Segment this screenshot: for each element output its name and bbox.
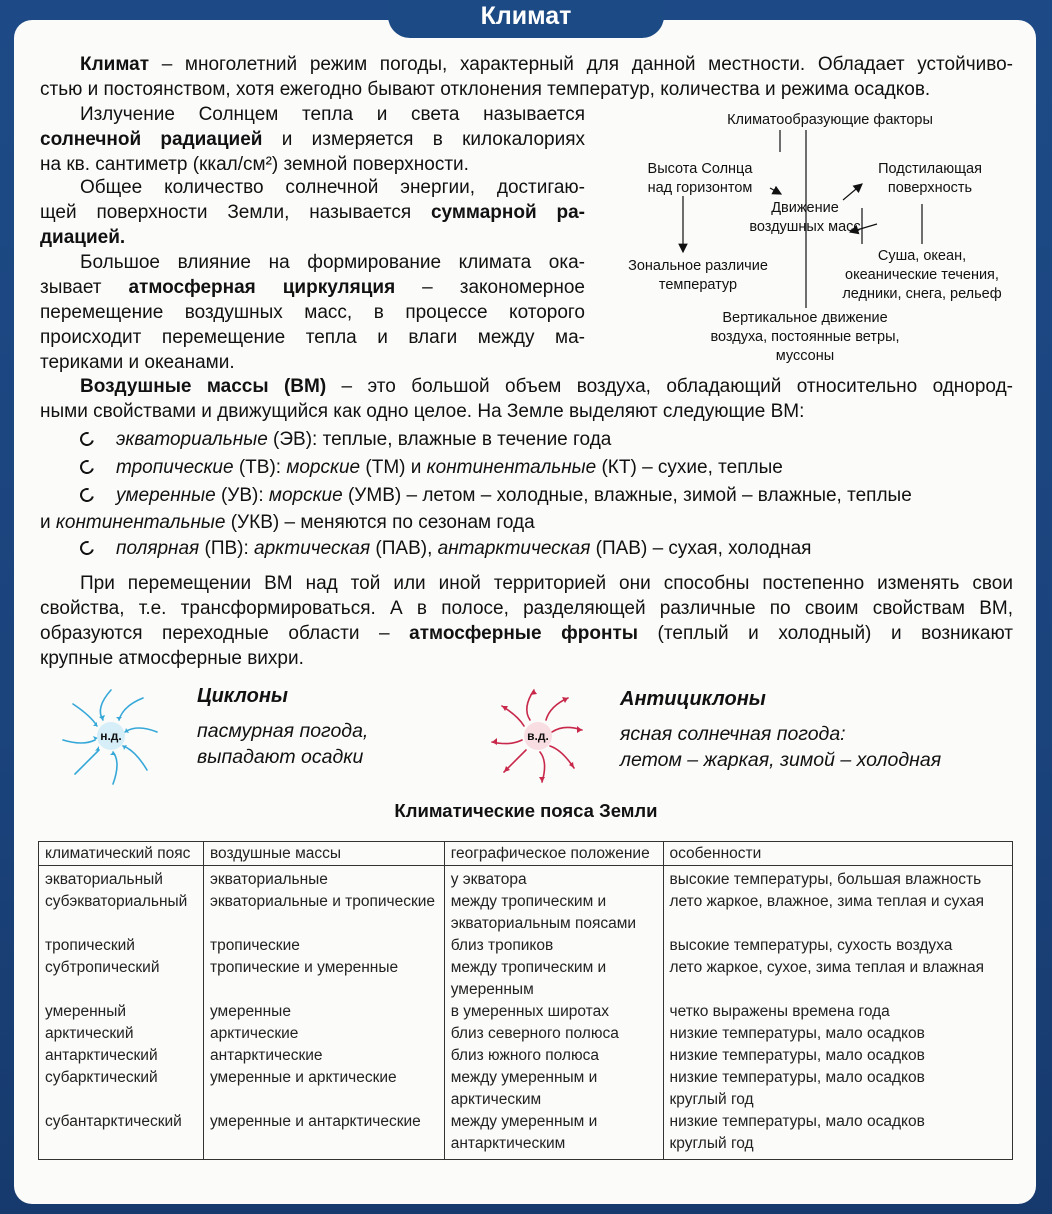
bullet-temperate-text1: (УВ):: [215, 485, 269, 506]
circulation-term: атмосферная циркуляция: [128, 277, 396, 298]
table-cell-line: тропический: [45, 937, 135, 954]
table-cell-line: высокие температуры, большая влажность: [669, 871, 982, 888]
belts-header-cell: воздушные массы: [203, 842, 444, 866]
bullet-tropical-text1: (ТВ):: [233, 457, 287, 478]
bullet-tropical-term: тропические: [116, 457, 234, 478]
table-row: [39, 1023, 1013, 1045]
table-cell: [39, 866, 204, 892]
total-line1: Общее количество солнечной энергии, достигаю-: [80, 177, 585, 198]
circulation-line2-rest: – закономерное: [395, 277, 585, 298]
table-cell-line: лето жаркое, сухое, зима теплая и влажная: [669, 959, 984, 976]
table-cell-line: тропические: [209, 937, 300, 954]
table-cell-line: антарктический: [45, 1047, 158, 1064]
table-cell: [203, 1001, 444, 1023]
diagram-vertical-line1: Вертикальное движение: [722, 310, 888, 326]
circulation-line2-text: зывает: [40, 277, 129, 298]
diagram-air-line2: воздушных масс: [749, 219, 861, 235]
diagram-land: [822, 247, 1022, 304]
fronts-term: атмосферные фронты: [409, 623, 638, 644]
table-cell: [663, 1045, 1012, 1067]
cyclone-title: Циклоны: [197, 685, 288, 707]
table-cell-line: экваториальным поясами: [450, 915, 637, 932]
bullet-polar-text3: (ПАВ) – сухая, холодная: [590, 538, 812, 559]
diagram-land-line3: ледники, снега, рельеф: [842, 286, 1002, 302]
table-cell-line: близ тропиков: [450, 937, 554, 954]
table-cell-line: между умеренным и: [450, 1069, 598, 1086]
diagram-surface-line2: поверхность: [887, 180, 973, 196]
table-cell-line: субантарктический: [45, 1113, 182, 1130]
diagram-vertical-line3: муссоны: [775, 348, 835, 364]
total-term-a: суммарной ра-: [430, 202, 585, 223]
bullet-icon: [77, 457, 96, 476]
diagram-zonal-line2: температур: [658, 277, 738, 293]
anticyclone-title: Антициклоны: [620, 688, 766, 710]
table-cell: [39, 1111, 204, 1160]
bullet-temperate-marine: морские: [268, 485, 343, 506]
diagram-title: Климатообразующие факторы: [727, 112, 933, 128]
table-cell: [444, 1045, 663, 1067]
bullet-tropical-text3: (КТ) – сухие, теплые: [596, 457, 783, 478]
table-cell-line: близ северного полюса: [450, 1025, 619, 1042]
table-cell-line: круглый год: [669, 1135, 754, 1152]
cyclone-icon: [55, 680, 167, 792]
bullet-polar-arctic: арктическая: [254, 538, 371, 559]
circulation-line1: Большое влияние на формирование климата ока-: [80, 252, 585, 273]
bullet-temperate-text2: (УМВ) – летом – холодные, влажные, зимой – влажные, теплые: [342, 485, 912, 506]
table-row: [39, 891, 1013, 935]
table-row: [39, 1045, 1013, 1067]
table-cell-line: экваториальный: [45, 871, 163, 888]
table-cell: [203, 891, 444, 935]
table-row: [39, 1001, 1013, 1023]
table-cell: [203, 1111, 444, 1160]
table-cell: [203, 1067, 444, 1111]
bullet-temperate-term: умеренные: [116, 485, 216, 506]
fronts-line2: свойства, т.е. трансформироваться. А в полосе, разделяющей различные по своим свойствам ВМ,: [40, 598, 1013, 619]
table-cell: [39, 1001, 204, 1023]
table-cell-line: экваториальные: [209, 871, 328, 888]
table-cell-line: антарктическим: [450, 1135, 566, 1152]
table-cell-line: умеренным: [450, 981, 534, 998]
table-cell-line: субэкваториальный: [45, 893, 188, 910]
table-cell-line: умеренные и антарктические: [209, 1113, 421, 1130]
table-cell: [663, 1023, 1012, 1045]
anticyclone-label: в.д.: [527, 729, 549, 743]
table-cell-line: умеренные: [209, 1003, 291, 1020]
bullet-equatorial: [80, 427, 611, 452]
diagram-vertical-line2: воздуха, постоянные ветры,: [710, 329, 900, 345]
table-cell: [203, 1045, 444, 1067]
belts-header-row: [39, 842, 1013, 866]
bullet-temperate: [80, 483, 912, 508]
total-line2-text: щей поверхности Земли, называется: [40, 202, 431, 223]
table-cell-line: между тропическим и: [450, 893, 607, 910]
total-term-b: диацией.: [40, 227, 126, 248]
table-cell: [663, 1067, 1012, 1111]
fronts-line1: При перемещении ВМ над той или иной территорией они способны постепенно изменять свои: [80, 573, 1013, 594]
table-cell-line: круглый год: [669, 1091, 754, 1108]
table-cell-line: четко выражены времена года: [669, 1003, 890, 1020]
diagram-vertical: [680, 309, 930, 366]
bullet-icon: [77, 538, 96, 557]
table-cell: [663, 935, 1012, 957]
diagram-sun-line2: над горизонтом: [647, 180, 753, 196]
bullet-temperate-l2-b: (УКВ) – меняются по сезонам года: [225, 512, 535, 533]
table-cell-line: высокие температуры, сухость воздуха: [669, 937, 953, 954]
table-cell-line: антарктические: [209, 1047, 323, 1064]
table-row: [39, 1111, 1013, 1160]
table-cell-line: субарктический: [45, 1069, 158, 1086]
bullet-tropical-continental: континентальные: [426, 457, 597, 478]
belts-title: Климатические пояса Земли: [394, 800, 658, 821]
bullet-temperate-continental: континентальные: [55, 512, 226, 533]
fronts-line3-rest: (теплый и холодный) и возникают: [638, 623, 1013, 644]
bullet-tropical-text2: (ТМ) и: [360, 457, 427, 478]
bullet-polar: [80, 536, 811, 561]
table-cell: [203, 935, 444, 957]
bullet-equatorial-term: экваториальные: [116, 429, 268, 450]
table-cell: [39, 957, 204, 1001]
table-cell-line: тропические и умеренные: [209, 959, 399, 976]
table-cell: [663, 891, 1012, 935]
diagram-air-movement: [725, 199, 885, 237]
belts-header-cell: географическое положение: [444, 842, 663, 866]
table-cell: [444, 891, 663, 935]
diagram-land-line2: океанические течения,: [845, 267, 999, 283]
table-cell-line: умеренный: [45, 1003, 127, 1020]
radiation-term: солнечной радиацией: [40, 129, 263, 150]
air-masses-line2: ными свойствами и движущийся как одно целое. На Земле выделяют следующие ВМ:: [40, 401, 805, 422]
diagram-zonal-line1: Зональное различие: [628, 258, 768, 274]
bullet-polar-term: полярная: [116, 538, 200, 559]
radiation-line2-rest: и измеряется в килокалориях: [262, 129, 586, 150]
air-masses-term: Воздушные массы (ВМ): [80, 376, 327, 397]
bullet-polar-antarctic: антарктическая: [437, 538, 591, 559]
table-cell-line: лето жаркое, влажное, зима теплая и сухая: [669, 893, 984, 910]
diagram-surface-line1: Подстилающая: [878, 161, 982, 177]
table-cell: [39, 1067, 204, 1111]
table-cell: [39, 935, 204, 957]
circulation-line3: перемещение воздушных масс, в процессе которого: [40, 302, 585, 323]
table-cell-line: близ южного полюса: [450, 1047, 599, 1064]
circulation-line4: происходит перемещение тепла и влаги между ма-: [40, 327, 585, 348]
table-cell: [203, 957, 444, 1001]
table-cell: [444, 1001, 663, 1023]
table-row: [39, 866, 1013, 892]
diagram-land-line1: Суша, океан,: [877, 248, 967, 264]
anticyclone-line2: летом – жаркая, зимой – холодная: [620, 749, 942, 771]
anticyclone-icon: [482, 680, 594, 792]
diagram-air-line1: Движение: [771, 200, 839, 216]
table-cell: [444, 1067, 663, 1111]
air-masses-line1: [80, 374, 1013, 399]
table-cell-line: низкие температуры, мало осадков: [669, 1113, 925, 1130]
cyclone-line2: выпадают осадки: [197, 746, 364, 768]
table-cell-line: низкие температуры, мало осадков: [669, 1025, 925, 1042]
bullet-temperate-l2-a: и: [40, 512, 56, 533]
table-cell: [39, 1023, 204, 1045]
table-cell-line: умеренные и арктические: [209, 1069, 397, 1086]
table-cell: [39, 1045, 204, 1067]
cyclone-line1: пасмурная погода,: [197, 720, 369, 742]
table-cell: [444, 866, 663, 892]
table-cell-line: арктическим: [450, 1091, 542, 1108]
table-cell-line: между тропическим и: [450, 959, 607, 976]
bullet-tropical: [80, 455, 783, 480]
bullet-equatorial-text: (ЭВ): теплые, влажные в течение года: [267, 429, 612, 450]
diagram-zonal: [612, 257, 784, 295]
bullet-tropical-marine: морские: [286, 457, 361, 478]
table-row: [39, 935, 1013, 957]
table-cell-line: арктический: [45, 1025, 134, 1042]
table-cell-line: низкие температуры, мало осадков: [669, 1047, 925, 1064]
table-cell: [203, 1023, 444, 1045]
table-cell: [203, 866, 444, 892]
table-row: [39, 957, 1013, 1001]
cyclone-label: н.д.: [100, 729, 122, 743]
table-cell-line: у экватора: [450, 871, 527, 888]
page-title: Климат: [388, 0, 664, 38]
fronts-line4: крупные атмосферные вихри.: [40, 648, 304, 669]
bullet-icon: [77, 429, 96, 448]
intro-line1: – многолетний режим погоды, характерный для данной местности. Обладает устойчиво-: [149, 54, 1013, 75]
table-cell: [663, 866, 1012, 892]
table-cell-line: арктические: [209, 1025, 299, 1042]
table-cell-line: экваториальные и тропические: [209, 893, 436, 910]
radiation-line1: Излучение Солнцем тепла и света называется: [80, 104, 585, 125]
fronts-line3-text: образуются переходные области –: [40, 623, 410, 644]
table-cell: [444, 1111, 663, 1160]
belts-header-cell: климатический пояс: [39, 842, 204, 866]
table-cell: [444, 957, 663, 1001]
table-cell-line: в умеренных широтах: [450, 1003, 609, 1020]
table-cell-line: низкие температуры, мало осадков: [669, 1069, 925, 1086]
belts-table: [38, 841, 1013, 1160]
table-cell: [663, 1001, 1012, 1023]
intro-term: Климат: [80, 54, 150, 75]
air-masses-line1-rest: – это большой объем воздуха, обладающий относительно однород-: [326, 376, 1013, 397]
circulation-line5: териками и океанами.: [40, 352, 235, 373]
table-cell-line: субтропический: [45, 959, 160, 976]
table-cell: [39, 891, 204, 935]
table-cell: [444, 1023, 663, 1045]
radiation-line3: на кв. сантиметр (ккал/см²) земной поверхности.: [40, 154, 469, 175]
bullet-polar-text1: (ПВ):: [199, 538, 255, 559]
bullet-icon: [77, 485, 96, 504]
anticyclone-line1: ясная солнечная погода:: [620, 723, 846, 745]
belts-header-cell: особенности: [663, 842, 1012, 866]
fronts-line3: [40, 621, 1013, 646]
bullet-polar-text2: (ПАВ),: [370, 538, 438, 559]
diagram-sun-line1: Высота Солнца: [647, 161, 753, 177]
table-cell-line: между умеренным и: [450, 1113, 598, 1130]
diagram-surface: [860, 160, 1000, 198]
table-cell: [663, 957, 1012, 1001]
diagram-sun-height: [630, 160, 770, 198]
intro-line2: стью и постоянством, хотя ежегодно бывают отклонения температур, количества и режима осадков.: [40, 79, 931, 100]
table-row: [39, 1067, 1013, 1111]
table-cell: [444, 935, 663, 957]
table-cell: [663, 1111, 1012, 1160]
bullet-temperate-line2: [40, 510, 535, 535]
